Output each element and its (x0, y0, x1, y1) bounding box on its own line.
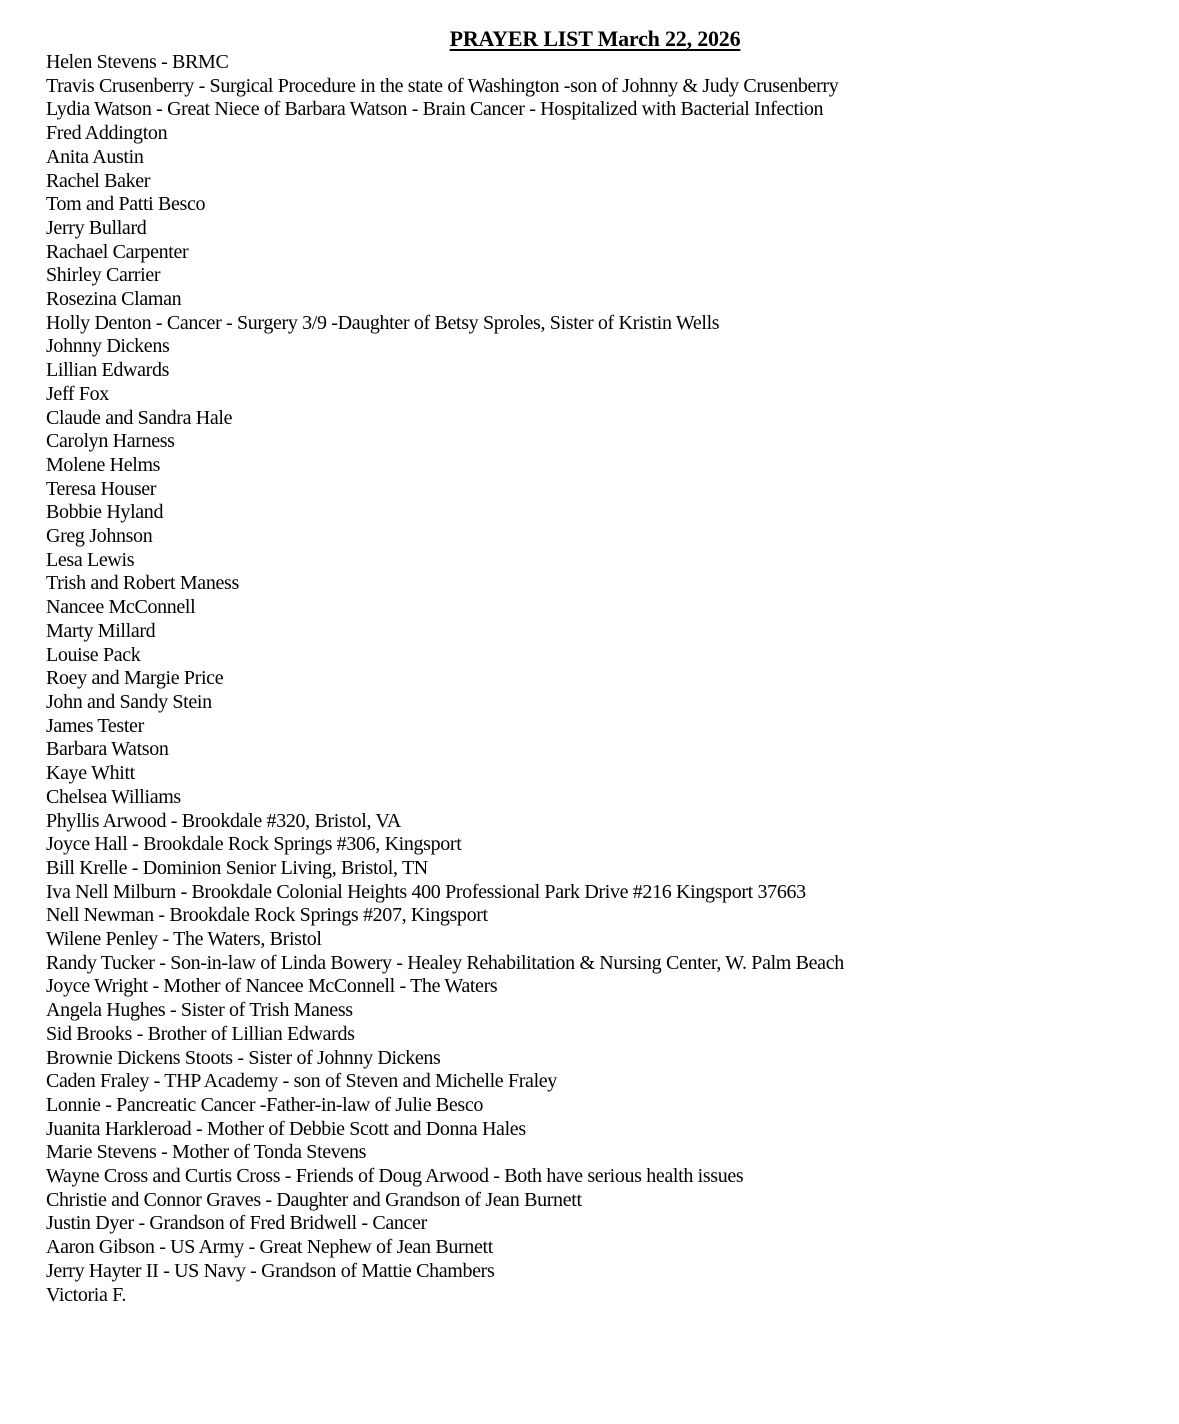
list-item: Caden Fraley - THP Academy - son of Steven and Michelle Fraley (46, 1070, 557, 1093)
list-item: Helen Stevens - BRMC (46, 51, 229, 73)
list-item: Lesa Lewis (46, 548, 135, 571)
list-item: Jeff Fox (46, 382, 109, 405)
list-item: Joyce Wright - Mother of Nancee McConnell - The Waters (46, 975, 498, 998)
list-item: John and Sandy Stein (46, 690, 212, 713)
list-item: Travis Crusenberry - Surgical Procedure in the state of Washington -son of Johnny & Judy Crusenberry (46, 74, 839, 97)
list-item: Rosezina Claman (46, 288, 182, 311)
list-item: Molene Helms (46, 453, 161, 476)
list-item: Nell Newman - Brookdale Rock Springs #207, Kingsport (46, 904, 488, 927)
prayer-list (46, 51, 844, 1307)
list-item: Holly Denton - Cancer - Surgery 3/9 -Daughter of Betsy Sproles, Sister of Kristin Wells (46, 311, 720, 334)
list-item: Jerry Bullard (46, 216, 147, 239)
list-item: Iva Nell Milburn - Brookdale Colonial Heights 400 Professional Park Drive #216 Kingsport 37663 (46, 880, 806, 903)
list-item: Trish and Robert Maness (46, 572, 239, 595)
list-item: Wilene Penley - The Waters, Bristol (46, 928, 322, 951)
list-item: Anita Austin (46, 145, 144, 168)
list-item: Fred Addington (46, 122, 168, 145)
list-item: Christie and Connor Graves - Daughter and Grandson of Jean Burnett (46, 1188, 582, 1211)
list-item: Aaron Gibson - US Army - Great Nephew of Jean Burnett (46, 1236, 493, 1259)
list-item: Carolyn Harness (46, 430, 175, 453)
list-item: Sid Brooks - Brother of Lillian Edwards (46, 1022, 355, 1045)
list-item: Teresa Houser (46, 477, 157, 500)
list-item: Juanita Harkleroad - Mother of Debbie Scott and Donna Hales (46, 1117, 526, 1140)
list-item: Louise Pack (46, 643, 141, 666)
list-item: Lonnie - Pancreatic Cancer -Father-in-law of Julie Besco (46, 1093, 484, 1116)
list-item: Bill Krelle - Dominion Senior Living, Bristol, TN (46, 856, 428, 879)
list-item: Bobbie Hyland (46, 501, 164, 524)
list-item: Barbara Watson (46, 738, 169, 761)
list-item: Brownie Dickens Stoots - Sister of Johnny Dickens (46, 1046, 441, 1069)
list-item: Marie Stevens - Mother of Tonda Stevens (46, 1141, 367, 1164)
page-title: PRAYER LIST March 22, 2026 (449, 26, 741, 51)
list-item: Lillian Edwards (46, 359, 170, 382)
list-item: Marty Millard (46, 619, 156, 642)
list-item: Justin Dyer - Grandson of Fred Bridwell - Cancer (46, 1212, 427, 1235)
list-item: Tom and Patti Besco (46, 193, 206, 216)
list-item: Chelsea Williams (46, 785, 181, 808)
list-item: Victoria F. (46, 1283, 126, 1306)
list-item: Joyce Hall - Brookdale Rock Springs #306, Kingsport (46, 833, 462, 856)
list-item: Johnny Dickens (46, 335, 170, 358)
list-item: Jerry Hayter II - US Navy - Grandson of Mattie Chambers (46, 1259, 495, 1282)
list-item: Shirley Carrier (46, 264, 161, 287)
list-item: Claude and Sandra Hale (46, 406, 233, 429)
list-item: Phyllis Arwood - Brookdale #320, Bristol, VA (46, 809, 401, 832)
list-item: Angela Hughes - Sister of Trish Maness (46, 999, 353, 1022)
list-item: Lydia Watson - Great Niece of Barbara Watson - Brain Cancer - Hospitalized with Bacterial Infection (46, 98, 824, 121)
list-item: James Tester (46, 714, 144, 737)
list-item: Rachael Carpenter (46, 240, 189, 263)
list-item: Greg Johnson (46, 525, 153, 548)
list-item: Randy Tucker - Son-in-law of Linda Bowery - Healey Rehabilitation & Nursing Center, W. Palm Beach (46, 951, 844, 974)
list-item: Wayne Cross and Curtis Cross - Friends of Doug Arwood - Both have serious health issues (46, 1165, 744, 1188)
list-item: Rachel Baker (46, 169, 151, 192)
list-item: Kaye Whitt (46, 762, 135, 785)
list-item: Roey and Margie Price (46, 667, 224, 690)
list-item: Nancee McConnell (46, 596, 196, 619)
